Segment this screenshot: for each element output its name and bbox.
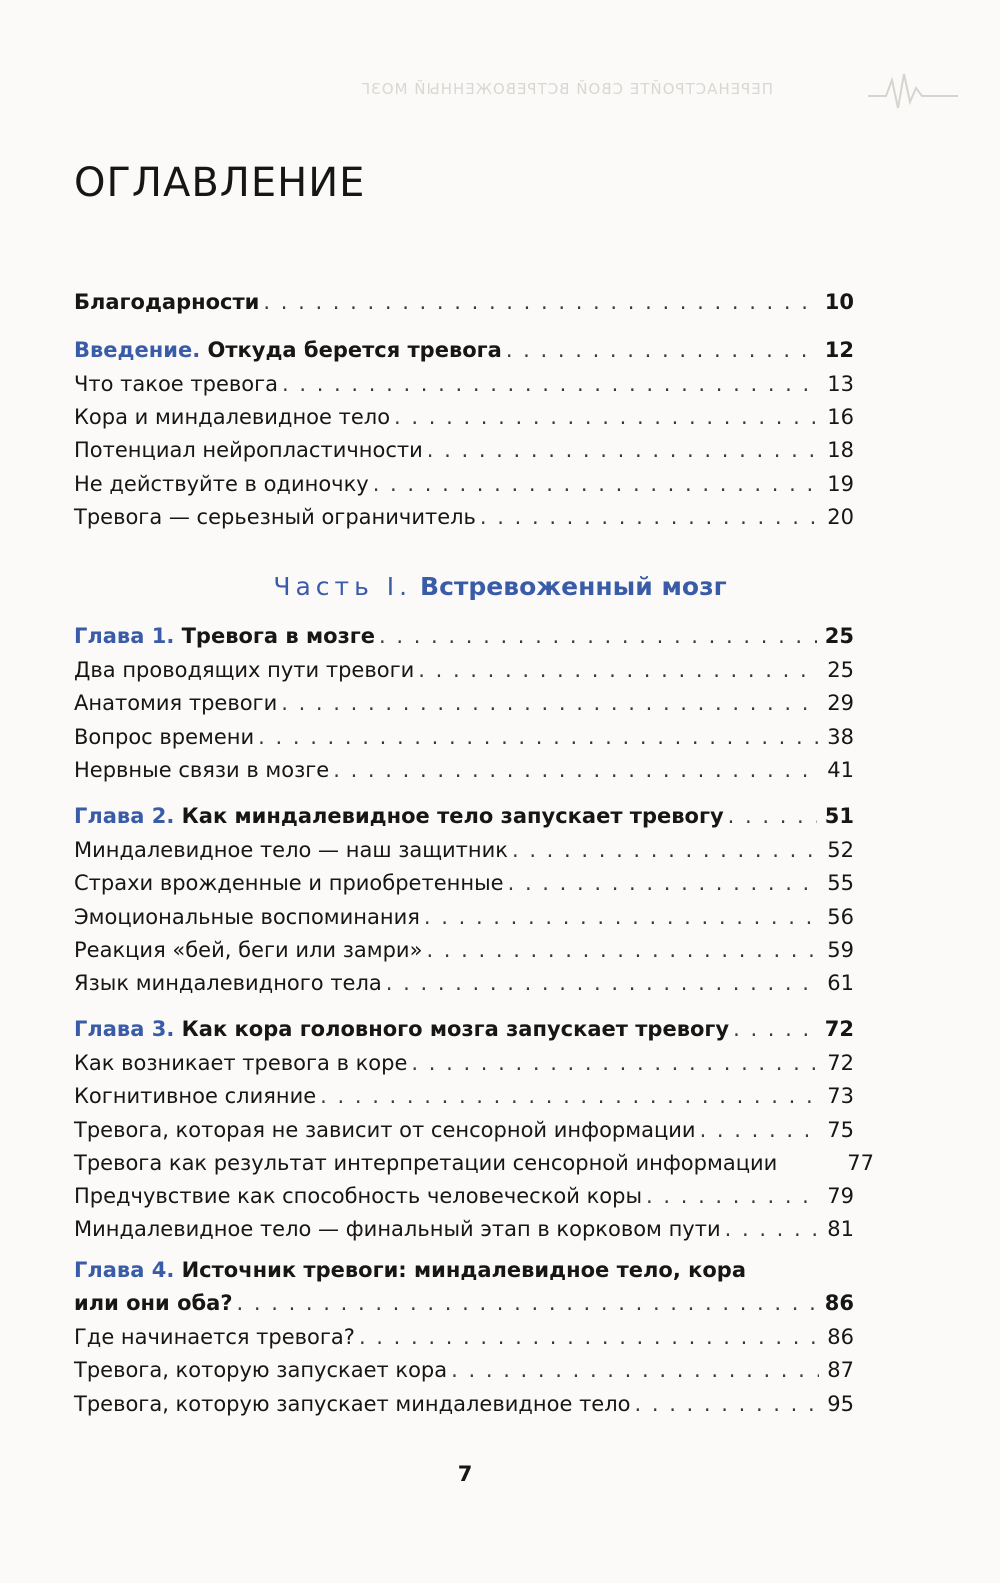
chapter-tag: Глава 4.: [74, 1258, 175, 1282]
toc-entry: [74, 1182, 854, 1210]
toc-entry: [74, 723, 854, 751]
toc-entry: [74, 1116, 854, 1144]
entry-label: Тревога, которую запускает кора: [74, 1358, 448, 1382]
entry-label: [74, 622, 375, 650]
page-number: 7: [457, 1462, 473, 1486]
entry-label: [74, 1015, 729, 1043]
entry-page: 72: [827, 1051, 854, 1075]
part-heading: [0, 572, 1000, 601]
dot-leader: [237, 1289, 817, 1317]
entry-page: 72: [824, 1017, 854, 1041]
entry-page: 29: [827, 691, 854, 715]
entry-label: Тревога как результат интерпретации сенсорной информации: [74, 1151, 778, 1175]
entry-page: 20: [827, 505, 854, 529]
toc-entry: [74, 403, 854, 431]
running-header-bleedthrough: ПЕРЕНАСТРОЙТЕ СВОЙ ВСТРЕВОЖЕННЫЙ МОЗГ: [360, 80, 773, 98]
entry-label: Эмоциональные воспоминания: [74, 905, 420, 929]
dot-leader: [646, 1182, 819, 1210]
entry-page: 81: [827, 1217, 854, 1241]
entry-page: 19: [827, 472, 854, 496]
entry-page: 86: [824, 1291, 854, 1315]
entry-label: Два проводящих пути тревоги: [74, 658, 415, 682]
entry-page: 12: [824, 338, 854, 362]
toc-entry: [74, 836, 854, 864]
toc-entry: [74, 1049, 854, 1077]
dot-leader: [725, 1215, 820, 1243]
entry-label: Не действуйте в одиночку: [74, 472, 369, 496]
entry-label: [74, 336, 502, 364]
entry-page: 87: [827, 1358, 854, 1382]
entry-label: Реакция «бей, беги или замри»: [74, 938, 423, 962]
toc-entry: [74, 436, 854, 464]
chapter-title: Как кора головного мозга запускает тревогу: [181, 1017, 730, 1041]
chapter-title: Как миндалевидное тело запускает тревогу: [181, 804, 724, 828]
entry-page: 55: [827, 871, 854, 895]
dot-leader: [394, 403, 819, 431]
dot-leader: [320, 1082, 819, 1110]
chapter-tag: Глава 3.: [74, 1017, 175, 1041]
toc-entry-intro: [74, 336, 854, 364]
entry-label: Потенциал нейропластичности: [74, 438, 423, 462]
chapter-tag: Глава 2.: [74, 804, 175, 828]
toc-entry: [74, 1149, 874, 1177]
dot-leader: [418, 656, 819, 684]
entry-page: 59: [827, 938, 854, 962]
dot-leader: [333, 756, 819, 784]
entry-page: 56: [827, 905, 854, 929]
dot-leader: [359, 1323, 819, 1351]
dot-leader: [728, 802, 817, 830]
dot-leader: [263, 288, 816, 316]
part-title: Встревоженный мозг: [420, 572, 727, 601]
dot-leader: [427, 436, 819, 464]
entry-label: Что такое тревога: [74, 372, 278, 396]
toc-entry: [74, 370, 854, 398]
toc-entry: [74, 1323, 854, 1351]
toc-entry: [74, 936, 854, 964]
toc-entry: [74, 689, 854, 717]
entry-label: Как возникает тревога в коре: [74, 1051, 408, 1075]
entry-page: 16: [827, 405, 854, 429]
entry-label: Где начинается тревога?: [74, 1325, 355, 1349]
entry-page: 95: [827, 1392, 854, 1416]
toc-entry-chapter-3: [74, 1015, 854, 1043]
toc-entry: [74, 869, 854, 897]
dot-leader: [635, 1390, 820, 1418]
entry-label: Страхи врожденные и приобретенные: [74, 871, 504, 895]
chapter-tag: Глава 1.: [74, 624, 175, 648]
dot-leader: [508, 869, 820, 897]
dot-leader: [282, 370, 819, 398]
dot-leader: [424, 903, 819, 931]
part-number: Часть I.: [273, 572, 413, 601]
toc-entry-chapter-2: [74, 802, 854, 830]
dot-leader: [411, 1049, 819, 1077]
chapter-title: Тревога в мозге: [181, 624, 375, 648]
entry-label: Язык миндалевидного тела: [74, 971, 382, 995]
entry-page: 61: [827, 971, 854, 995]
entry-label: Миндалевидное тело — наш защитник: [74, 838, 508, 862]
dot-leader: [506, 336, 817, 364]
dot-leader: [281, 689, 819, 717]
toc-entry: [74, 969, 854, 997]
heartbeat-wave-icon: [868, 66, 958, 116]
toc-entry-acknowledgements: [74, 288, 854, 316]
dot-leader: [426, 936, 819, 964]
entry-label: Когнитивное слияние: [74, 1084, 317, 1108]
dot-leader: [733, 1015, 817, 1043]
entry-page: 79: [827, 1184, 854, 1208]
dot-leader: [512, 836, 819, 864]
toc-entry: [74, 1356, 854, 1384]
entry-label: Благодарности: [74, 290, 260, 314]
entry-label: Миндалевидное тело — финальный этап в корковом пути: [74, 1217, 721, 1241]
entry-page: 38: [827, 725, 854, 749]
entry-label: Предчувствие как способность человеческой коры: [74, 1184, 643, 1208]
toc-entry: [74, 1215, 854, 1243]
entry-page: 77: [847, 1151, 874, 1175]
entry-page: 13: [827, 372, 854, 396]
entry-page: 25: [824, 624, 854, 648]
intro-title: Откуда берется тревога: [207, 338, 502, 362]
toc-entry: [74, 1390, 854, 1418]
dot-leader: [451, 1356, 819, 1384]
entry-page: 86: [827, 1325, 854, 1349]
toc-entry: [74, 1082, 854, 1110]
toc-entry: [74, 470, 854, 498]
toc-entry-chapter-1: [74, 622, 854, 650]
entry-page: 25: [827, 658, 854, 682]
toc-entry: [74, 756, 854, 784]
dot-leader: [480, 503, 819, 531]
entry-label: Вопрос времени: [74, 725, 255, 749]
chapter-title: Источник тревоги: миндалевидное тело, кора: [181, 1258, 746, 1282]
dot-leader: [386, 969, 819, 997]
entry-page: 18: [827, 438, 854, 462]
dot-leader: [700, 1116, 820, 1144]
entry-label: Анатомия тревоги: [74, 691, 278, 715]
dot-leader: [379, 622, 817, 650]
entry-page: 52: [827, 838, 854, 862]
entry-label: Кора и миндалевидное тело: [74, 405, 391, 429]
entry-page: 51: [824, 804, 854, 828]
intro-tag: Введение.: [74, 338, 201, 362]
entry-page: 10: [824, 290, 854, 314]
toc-entry-chapter-4-title: [74, 1256, 746, 1284]
entry-page: 73: [827, 1084, 854, 1108]
entry-label-continued: или они оба?: [74, 1291, 233, 1315]
entry-label: Тревога, которую запускает миндалевидное тело: [74, 1392, 631, 1416]
toc-entry: [74, 503, 854, 531]
entry-page: 41: [827, 758, 854, 782]
entry-label: Нервные связи в мозге: [74, 758, 330, 782]
dot-leader: [373, 470, 820, 498]
toc-title: ОГЛАВЛЕНИЕ: [74, 160, 366, 206]
dot-leader: [258, 723, 819, 751]
entry-label: [74, 802, 724, 830]
toc-entry: [74, 656, 854, 684]
toc-entry-chapter-4: [74, 1289, 854, 1317]
entry-label: Тревога — серьезный ограничитель: [74, 505, 476, 529]
entry-label: Тревога, которая не зависит от сенсорной информации: [74, 1118, 696, 1142]
toc-entry: [74, 903, 854, 931]
entry-page: 75: [827, 1118, 854, 1142]
